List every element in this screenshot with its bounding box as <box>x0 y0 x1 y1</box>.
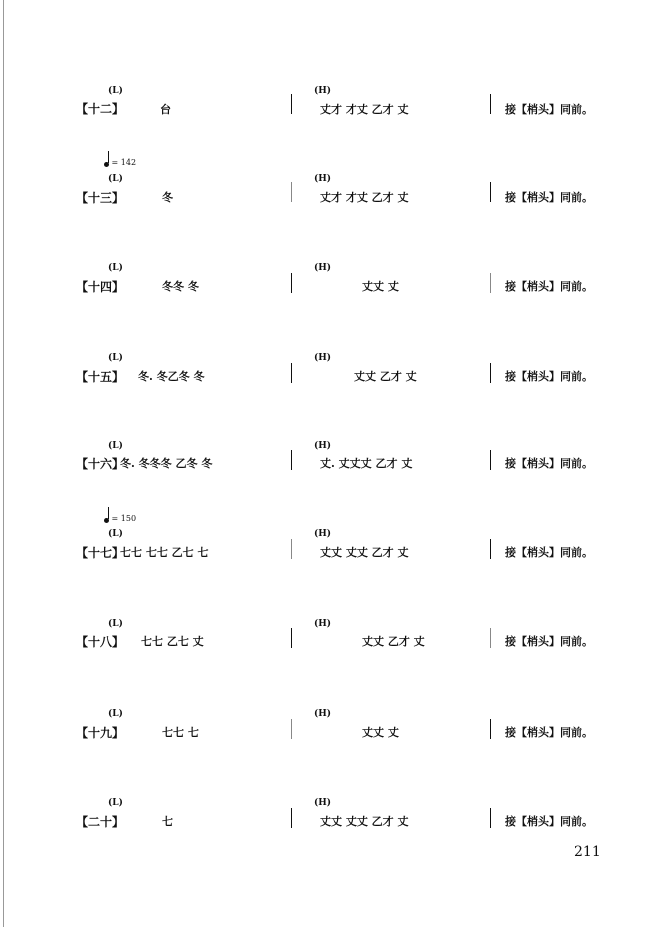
bar-line <box>490 628 491 648</box>
l-marker: (L) <box>108 529 123 539</box>
outro-text: 接【梢头】同前。 <box>505 457 593 470</box>
h-marker: (H) <box>314 353 332 363</box>
score-row-18 <box>0 619 656 679</box>
row-label: 【二十】 <box>76 815 125 829</box>
bar-line <box>291 94 292 114</box>
bar-line <box>291 628 292 648</box>
right-notes: 丈丈 丈丈 乙才 丈 <box>320 546 409 559</box>
bar-line <box>291 450 292 470</box>
right-notes: 丈丈 丈丈 乙才 丈 <box>320 815 409 828</box>
l-marker: (L) <box>108 86 123 96</box>
row-label: 【十二】 <box>76 102 125 116</box>
bar-line <box>490 808 491 828</box>
score-row-16 <box>0 441 656 501</box>
right-notes: 丈丈 丈 <box>362 280 399 293</box>
row-label: 【十三】 <box>76 191 125 205</box>
score-row-13 <box>0 158 656 218</box>
right-notes: 丈才 才丈 乙才 丈 <box>320 191 409 204</box>
h-marker: (H) <box>314 441 332 451</box>
tempo-marking: = 142 <box>104 158 136 167</box>
bar-line <box>291 182 292 202</box>
outro-text: 接【梢头】同前。 <box>505 103 593 116</box>
tempo-marking: = 150 <box>104 514 136 523</box>
bar-line <box>490 450 491 470</box>
left-notes: 冬 <box>162 191 173 204</box>
right-notes: 丈丈 乙才 丈 <box>362 635 425 648</box>
right-notes: 丈才 才丈 乙才 丈 <box>320 103 409 116</box>
outro-text: 接【梢头】同前。 <box>505 191 593 204</box>
bar-line <box>291 273 292 293</box>
h-marker: (H) <box>314 619 332 629</box>
left-notes: 冬. 冬冬冬 乙冬 冬 <box>120 457 213 470</box>
l-marker: (L) <box>108 174 123 184</box>
row-label: 【十四】 <box>76 280 125 294</box>
h-marker: (H) <box>314 709 332 719</box>
l-marker: (L) <box>108 798 123 808</box>
left-notes: 七七 乙七 丈 <box>141 635 204 648</box>
bar-line <box>490 363 491 383</box>
right-notes: 丈丈 丈 <box>362 726 399 739</box>
left-notes: 七 <box>162 815 173 828</box>
outro-text: 接【梢头】同前。 <box>505 815 593 828</box>
outro-text: 接【梢头】同前。 <box>505 370 593 383</box>
outro-text: 接【梢头】同前。 <box>505 635 593 648</box>
h-marker: (H) <box>314 529 332 539</box>
score-row-14 <box>0 263 656 323</box>
bar-line <box>490 539 491 559</box>
left-notes: 冬冬 冬 <box>162 280 199 293</box>
page-number: 211 <box>574 844 601 860</box>
score-row-20 <box>0 798 656 858</box>
bar-line <box>291 719 292 739</box>
h-marker: (H) <box>314 263 332 273</box>
left-notes: 台 <box>160 103 171 116</box>
row-label: 【十七】 <box>76 546 125 560</box>
right-notes: 丈丈 乙才 丈 <box>354 370 417 383</box>
left-notes: 七七 七七 乙七 七 <box>120 546 209 559</box>
score-row-19 <box>0 709 656 769</box>
l-marker: (L) <box>108 353 123 363</box>
row-label: 【十六】 <box>76 457 125 471</box>
row-label: 【十八】 <box>76 635 125 649</box>
right-notes: 丈. 丈丈丈 乙才 丈 <box>320 457 413 470</box>
bar-line <box>490 182 491 202</box>
outro-text: 接【梢头】同前。 <box>505 546 593 559</box>
row-label: 【十九】 <box>76 726 125 740</box>
score-row-17 <box>0 514 656 574</box>
l-marker: (L) <box>108 441 123 451</box>
bar-line <box>291 363 292 383</box>
l-marker: (L) <box>108 619 123 629</box>
bar-line <box>490 94 491 114</box>
score-row-15 <box>0 353 656 413</box>
h-marker: (H) <box>314 798 332 808</box>
left-notes: 七七 七 <box>162 726 199 739</box>
bar-line <box>291 539 292 559</box>
l-marker: (L) <box>108 263 123 273</box>
bar-line <box>490 273 491 293</box>
outro-text: 接【梢头】同前。 <box>505 726 593 739</box>
bar-line <box>490 719 491 739</box>
score-row-12 <box>0 86 656 146</box>
outro-text: 接【梢头】同前。 <box>505 280 593 293</box>
quarter-note-icon <box>104 518 109 523</box>
h-marker: (H) <box>314 86 332 96</box>
row-label: 【十五】 <box>76 370 125 384</box>
bar-line <box>291 808 292 828</box>
l-marker: (L) <box>108 709 123 719</box>
quarter-note-icon <box>104 162 109 167</box>
h-marker: (H) <box>314 174 332 184</box>
left-notes: 冬. 冬乙冬 冬 <box>138 370 205 383</box>
